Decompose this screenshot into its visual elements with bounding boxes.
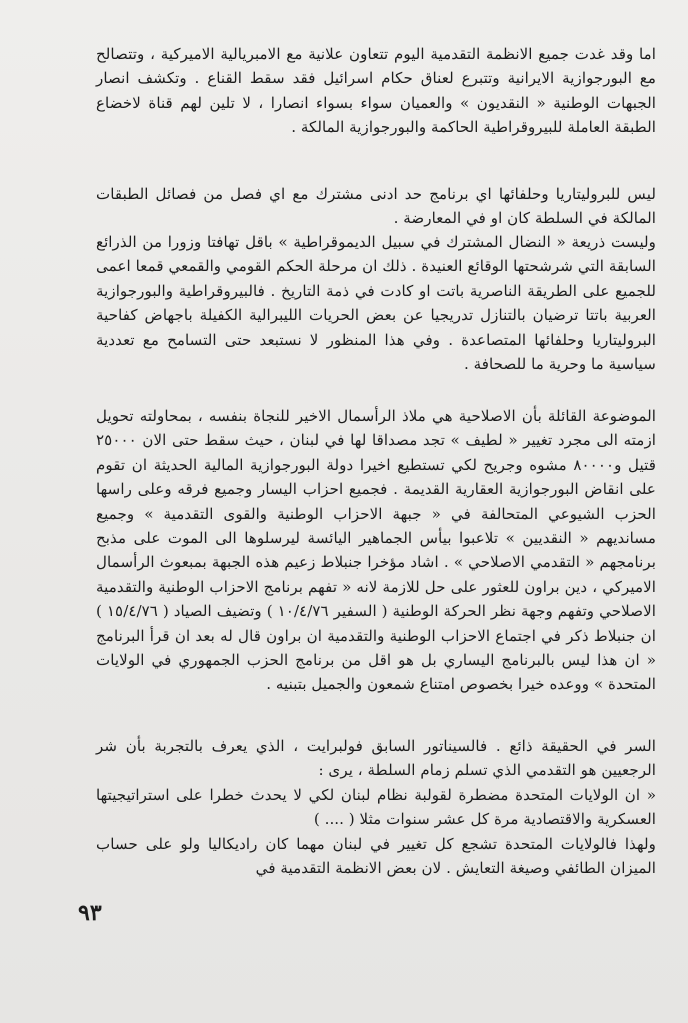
quotation: « ان الولايات المتحدة مضطرة لقولبة نظام لبنان لكي لا يحدث خطرا على استراتيجيتها العسكرية والاقتصادية مرة كل عشر سنوات مثلا ( .... )	[96, 785, 656, 829]
paragraph-5-group	[96, 734, 656, 880]
paragraph-3: وليست ذريعة « النضال المشترك في سبيل الديموقراطية » باقل تهافتا وزورا من الذرائع السابقة التي شرشحتها الوقائع العنيدة . ذلك ان مرحلة الحكم القومي والقمعي قمعا اعمى للجميع على الطريقة الناصرية باتت او كادت في ذمة التاريخ . فالبيروقراطية والبورجوازية العربية باتتا ترضيان بالتنازل تدريجيا عن بعض الحريات الليبرالية الكفيلة باجهاض كفاحية البروليتاريا وحلفائها المتصاعدة . وفي هذا المنظور لا نستبعد حتى التسامح مع تعددية سياسية ما وحرية ما للصحافة .	[96, 233, 656, 374]
paragraph-1: اما وقد غدت جميع الانظمة التقدمية اليوم تتعاون علانية مع الامبريالية الاميركية ، وتتصالح مع البورجوازية الايرانية وتتبرع لعناق حكام اسرائيل فقد سقط القناع . وتكشف انصار الجبهات الوطنية « النقديون » والعميان سواء بسواء انصارا ، لا تلين لهم قناة لاخضاع الطبقة العاملة للبيروقراطية الحاكمة والبورجوازية المالكة .	[96, 45, 656, 137]
paragraph-5-continuation: ولهذا فالولايات المتحدة تشجع كل تغيير في لبنان مهما كان راديكاليا ولو على حساب الميزان الطائفي وصيغة التعايش . لان بعض الانظمة التقدمية في	[96, 834, 656, 878]
paragraph-2: ليس للبروليتاريا وحلفائها اي برنامج حد ادنى مشترك مع اي فصل من فصائل الطبقات المالكة في السلطة كان او في المعارضة .	[96, 185, 656, 228]
paragraph-4: الموضوعة القائلة بأن الاصلاحية هي ملاذ الرأسمال الاخير للنجاة بنفسه ، بمحاولته تحويل ازمته الى مجرد تغيير « لطيف » تجد مصداقا لها في لبنان ، حيث سقط حتى الان ٢٥٠٠٠ قتيل و٨٠٠٠٠ مشوه وجريح لكي تستطيع اخيرا دولة البورجوازية المالية الحديثة ان تقوم على انقاض البورجوازية العقارية القديمة . فجميع احزاب اليسار وجميع فرقه وعلى راسها الحزب الشيوعي المتحالفة في « جبهة الاحزاب الوطنية والقوى التقدمية » وجميع مسانديهم « النقديين » تلاعبوا بيأس الجماهير اليائسة ليرسلوها الى الموت على مذبح برنامجهم « التقدمي الاصلاحي » . اشاد مؤخرا جنبلاط زعيم هذه الجبهة بمبعوث الرأسمال الاميركي ، دين براون للعثور على حل للازمة لانه « تفهم برنامج الاحزاب الوطنية والتقدمية الاصلاحي وتفهم وجهة نظر الحركة الوطنية ( السفير ١٠/٤/٧٦ ) وتضيف الصياد ( ١٥/٤/٧٦ ) ان جنبلاط ذكر في اجتماع الاحزاب الوطنية والتقدمية ان براون قال له بعد ان قرأ البرنامج « ان هذا ليس بالبرنامج اليساري بل هو اقل من برنامج الحزب الجمهوري في الولايات المتحدة » ووعده خيرا بخصوص امتناع شمعون والجميل بتبنيه .	[96, 407, 656, 694]
paragraph-5-intro: السر في الحقيقة ذائع . فالسيناتور السابق فولبرايت ، الذي يعرف بالتجربة بأن شر الرجعيين هو التقدمي الذي تسلم زمام السلطة ، يرى :	[96, 737, 656, 780]
page-number: ٩٣	[78, 900, 102, 926]
